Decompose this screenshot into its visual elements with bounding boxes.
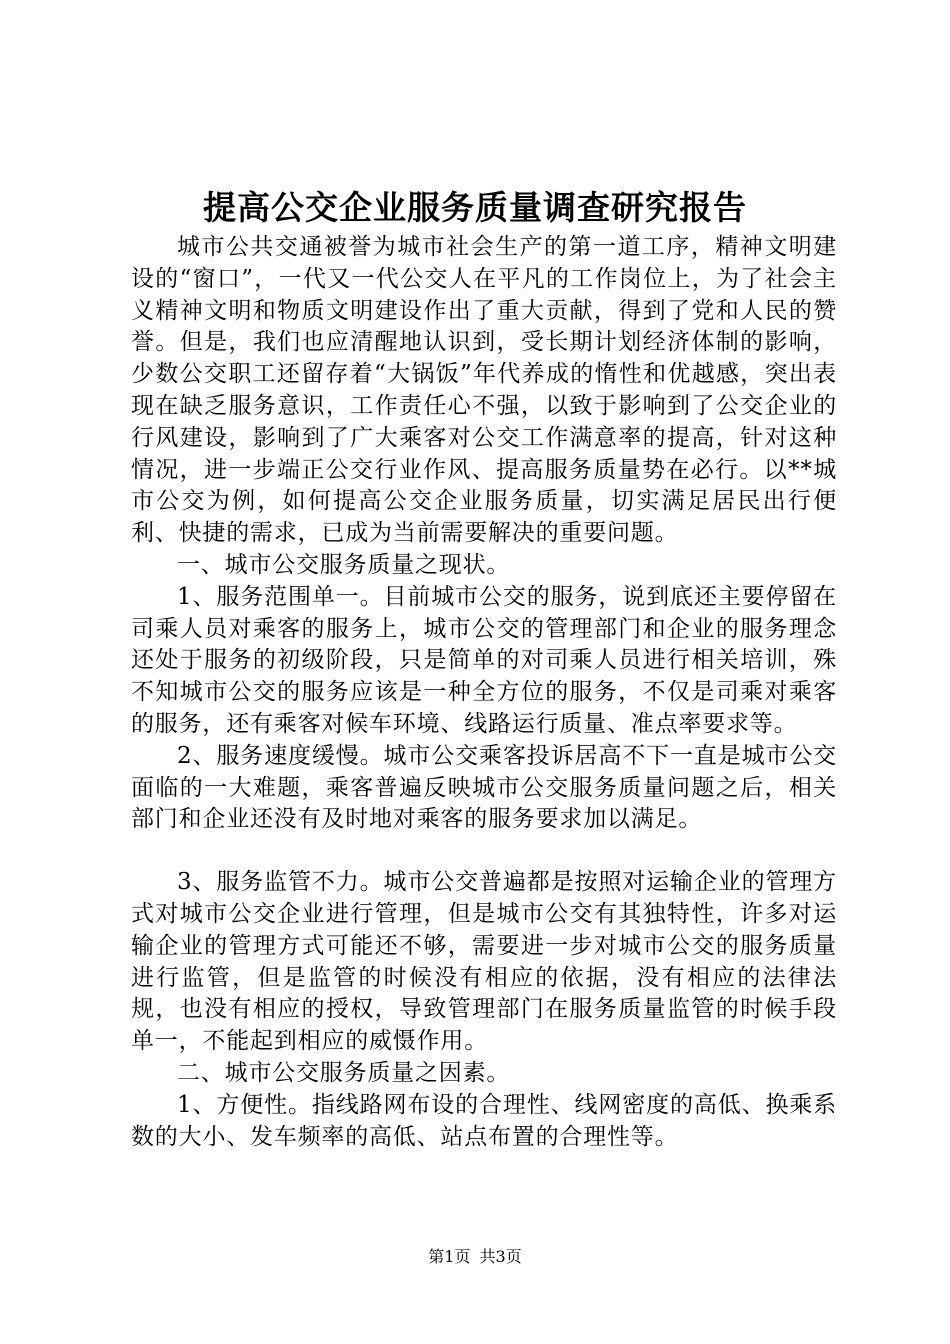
page-footer	[0, 1245, 950, 1269]
paragraph-intro: 城市公共交通被誉为城市社会生产的第一道工序，精神文明建设的“窗口”，一代又一代公交人在平凡的工作岗位上，为了社会主义精神文明和物质文明建设作出了重大贡献，得到了党和人民的赞誉。但是，我们也应清醒地认识到，受长期计划经济体制的影响，少数公交职工还留存着“大锅饭”年代养成的惰性和优越感，突出表现在缺乏服务意识，工作责任心不强，以致于影响到了公交企业的行风建设，影响到了广大乘客对公交工作满意率的提高，针对这种情况，进一步端正公交行业作风、提高服务质量势在必行。以**城市公交为例，如何提高公交企业服务质量，切实满足居民出行便利、快捷的需求，已成为当前需要解决的重要问题。	[131, 234, 837, 547]
paragraph-factor-1: 1、方便性。指线路网布设的合理性、线网密度的高低、换乘系数的大小、发车频率的高低、站点布置的合理性等。	[131, 1091, 837, 1150]
paragraph-point-1: 1、服务范围单一。目前城市公交的服务，说到底还主要停留在司乘人员对乘客的服务上，城市公交的管理部门和企业的服务理念还处于服务的初级阶段，只是简单的对司乘人员进行相关培训，殊不知城市公交的服务应该是一种全方位的服务，不仅是司乘对乘客的服务，还有乘客对候车环境、线路运行质量、准点率要求等。	[131, 583, 837, 737]
paragraph-point-2: 2、服务速度缓慢。城市公交乘客投诉居高不下一直是城市公交面临的一大难题，乘客普遍反映城市公交服务质量问题之后，相关部门和企业还没有及时地对乘客的服务要求加以满足。	[131, 742, 837, 833]
page-total: 共3页	[479, 1247, 522, 1266]
section-heading-factors: 二、城市公交服务质量之因素。	[177, 1059, 511, 1086]
page-number: 第1页	[428, 1247, 471, 1266]
document-body	[131, 232, 837, 1153]
paragraph-point-3: 3、服务监管不力。城市公交普遍都是按照对运输企业的管理方式对城市公交企业进行管理，但是城市公交有其独特性，许多对运输企业的管理方式可能还不够，需要进一步对城市公交的服务质量进行监管，但是监管的时候没有相应的依据，没有相应的法律法规，也没有相应的授权，导致管理部门在服务质量监管的时候手段单一，不能起到相应的威慑作用。	[131, 869, 837, 1055]
document-title: 提高公交企业服务质量调查研究报告	[203, 188, 747, 227]
section-heading-status: 一、城市公交服务质量之现状。	[177, 551, 511, 578]
